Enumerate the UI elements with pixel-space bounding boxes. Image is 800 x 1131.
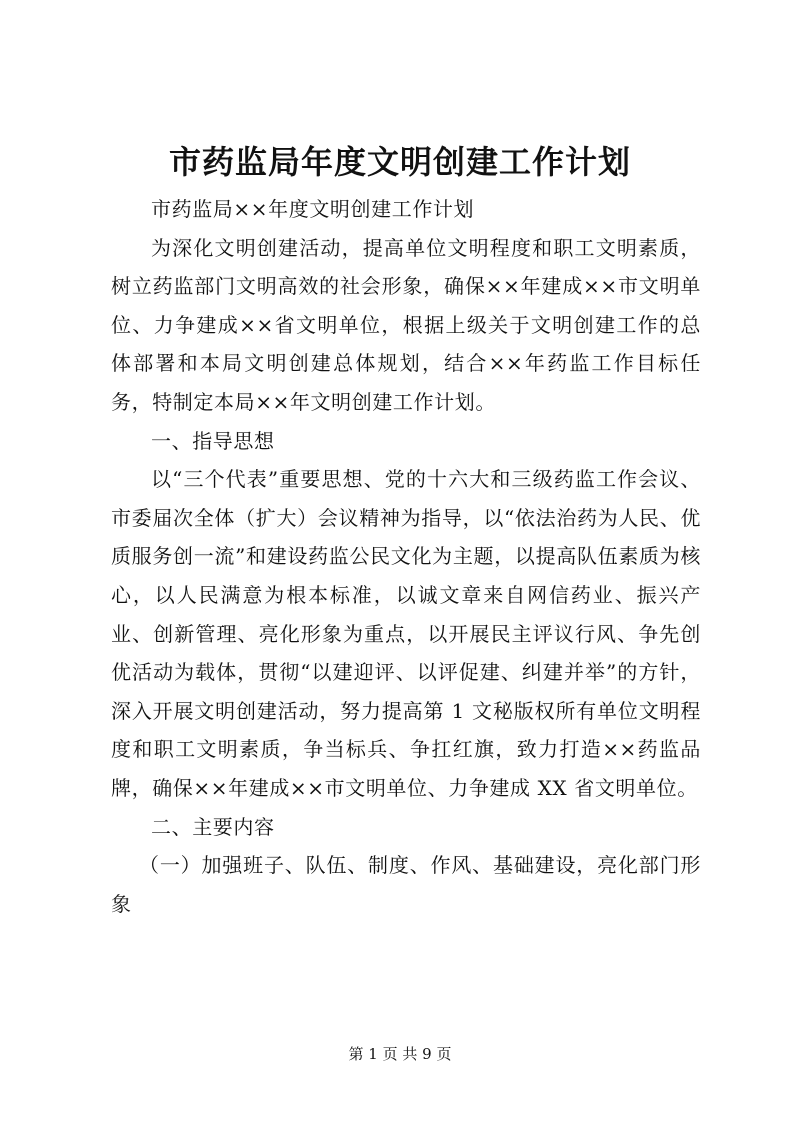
subsection-heading-1: （一）加强班子、队伍、制度、作风、基础建设，亮化部门形象 — [111, 853, 701, 916]
guiding-ideology-paragraph: 以“三个代表”重要思想、党的十六大和三级药监工作会议、市委届次全体（扩大）会议精神为指导，以“依法治药为人民、优质服务创一流”和建设药监公民文化为主题，以提高队伍素质为核心，以人民满意为根本标准，以诚文章来自网信药业、振兴产业、创新管理、亮化形象为重点，以开展民主评议行风、争先创优活动为载体，贯彻“以建迎评、以评促建、纠建并举”的方针，深入开展文明创建活动，努力提高第 1 文秘版权所有单位文明程度和职工文明素质，争当标兵、争扛红旗，致力打造××药监品牌，确保××年建成××市文明单位、力争建成 XX 省文明单位。 — [111, 467, 701, 800]
document-title: 市药监局年度文明创建工作计划 — [168, 143, 631, 181]
intro-paragraph: 为深化文明创建活动，提高单位文明程度和职工文明素质，树立药监部门文明高效的社会形象，确保××年建成××市文明单位、力争建成××省文明单位，根据上级关于文明创建工作的总体部署和本局文明创建总体规划，结合××年药监工作目标任务，特制定本局××年文明创建工作计划。 — [111, 235, 701, 414]
subtitle-paragraph: 市药监局××年度文明创建工作计划 — [151, 197, 475, 221]
section-heading-main-content: 二、主要内容 — [151, 814, 275, 839]
page-footer: 第 1 页 共 9 页 — [348, 1045, 452, 1063]
document-body — [111, 190, 701, 923]
section-heading-guiding-ideology: 一、指导思想 — [151, 428, 275, 453]
